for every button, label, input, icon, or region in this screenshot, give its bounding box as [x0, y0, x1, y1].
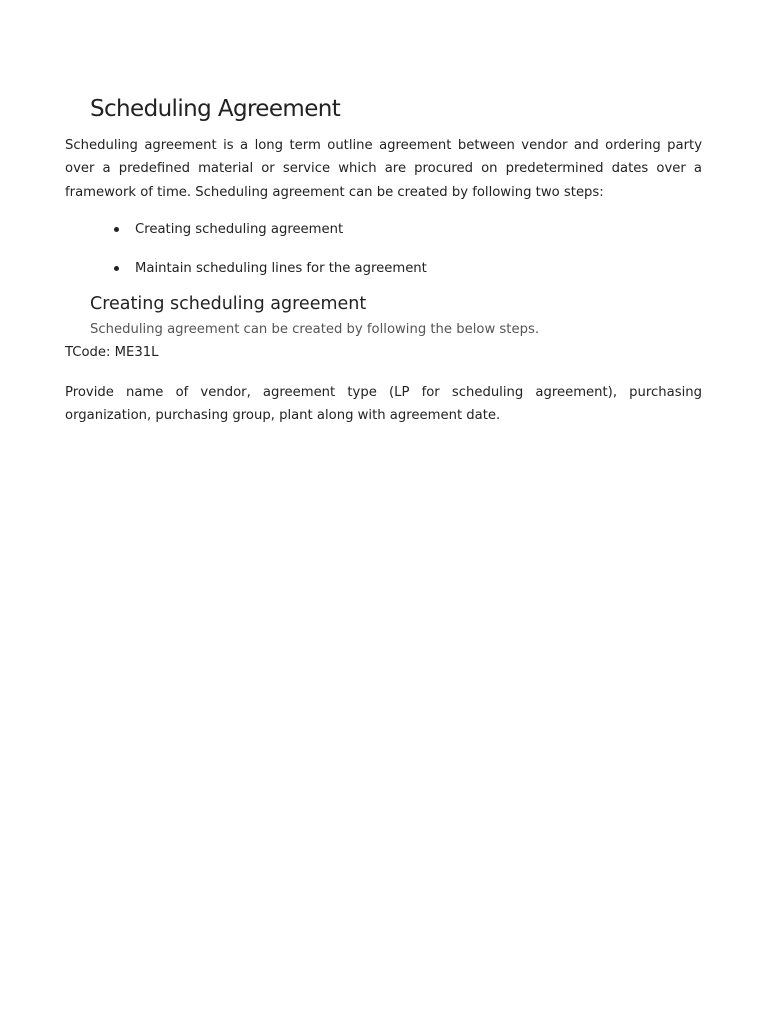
steps-list [0, 218, 768, 296]
list-item [0, 218, 768, 257]
tcode-line: TCode: ME31L [65, 345, 159, 360]
document-title: Scheduling Agreement [90, 96, 341, 122]
list-item-text: Creating scheduling agreement [135, 222, 344, 237]
section-heading: Creating scheduling agreement [90, 294, 367, 314]
bullet-icon [114, 266, 119, 271]
list-item [0, 257, 768, 296]
intro-paragraph: Scheduling agreement is a long term outline agreement between vendor and ordering party over a predefined material or service which are procured on predetermined dates over a framework of time. Scheduling agreement can be created by following two steps: [65, 138, 702, 200]
list-item-text: Maintain scheduling lines for the agreement [135, 261, 427, 276]
instruction-paragraph: Provide name of vendor, agreement type (LP for scheduling agreement), purchasing organization, purchasing group, plant along with agreement date. [65, 385, 702, 424]
section-subtext: Scheduling agreement can be created by following the below steps. [90, 322, 540, 337]
bullet-icon [114, 227, 119, 232]
